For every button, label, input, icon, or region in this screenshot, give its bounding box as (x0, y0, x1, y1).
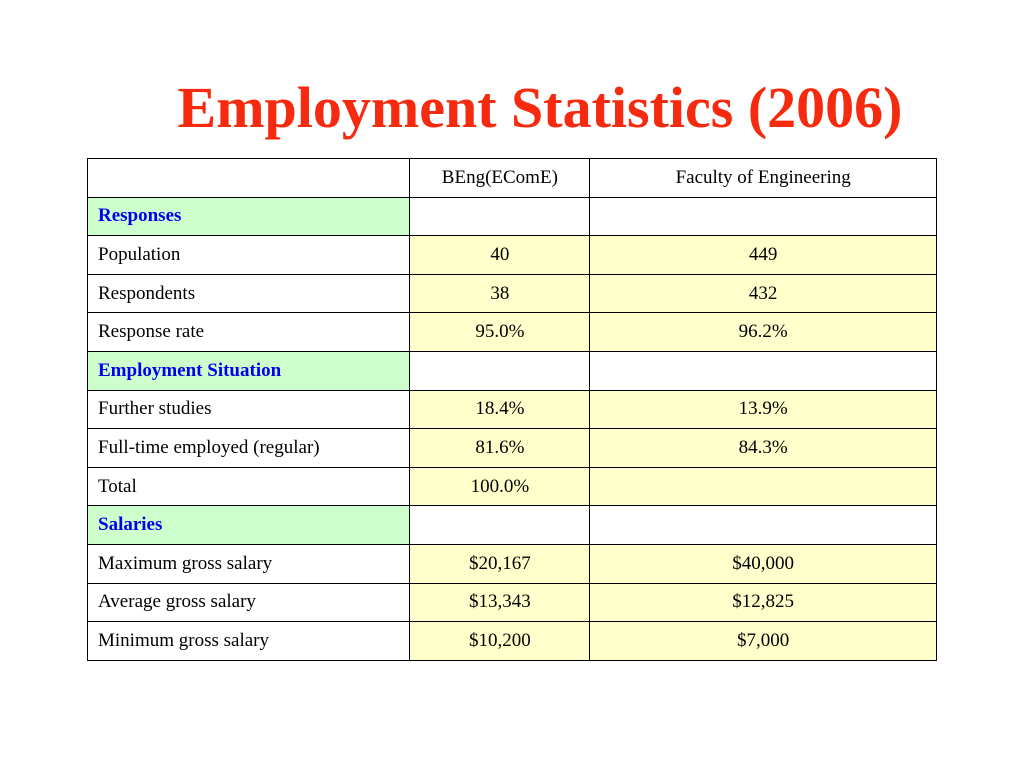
row-label: Further studies (88, 390, 410, 429)
row-label: Average gross salary (88, 583, 410, 622)
beng-ecome-value: $10,200 (410, 622, 590, 661)
row-label: Response rate (88, 313, 410, 352)
beng-ecome-value (410, 506, 590, 545)
beng-ecome-value: 40 (410, 236, 590, 275)
section-label: Employment Situation (88, 351, 410, 390)
beng-ecome-value (410, 351, 590, 390)
table-row (88, 429, 937, 468)
section-label: Salaries (88, 506, 410, 545)
section-label: Responses (88, 197, 410, 236)
row-label: Population (88, 236, 410, 275)
table-row (88, 274, 937, 313)
faculty-engineering-value: 84.3% (590, 429, 937, 468)
header-cell-faculty-engineering: Faculty of Engineering (590, 159, 937, 198)
faculty-engineering-value (590, 351, 937, 390)
section-row (88, 351, 937, 390)
row-label: Respondents (88, 274, 410, 313)
row-label: Full-time employed (regular) (88, 429, 410, 468)
table-row (88, 313, 937, 352)
faculty-engineering-value: $40,000 (590, 544, 937, 583)
table-row (88, 583, 937, 622)
faculty-engineering-value (590, 467, 937, 506)
table-row (88, 544, 937, 583)
faculty-engineering-value: 96.2% (590, 313, 937, 352)
beng-ecome-value: 38 (410, 274, 590, 313)
table-row (88, 236, 937, 275)
row-label: Minimum gross salary (88, 622, 410, 661)
table-header-row (88, 159, 937, 198)
faculty-engineering-value: 432 (590, 274, 937, 313)
section-row (88, 197, 937, 236)
beng-ecome-value: 95.0% (410, 313, 590, 352)
table-row (88, 390, 937, 429)
beng-ecome-value (410, 197, 590, 236)
beng-ecome-value: 100.0% (410, 467, 590, 506)
faculty-engineering-value: 13.9% (590, 390, 937, 429)
beng-ecome-value: $13,343 (410, 583, 590, 622)
header-cell-beng-ecome: BEng(EComE) (410, 159, 590, 198)
employment-stats-table (87, 158, 937, 661)
faculty-engineering-value (590, 506, 937, 545)
beng-ecome-value: $20,167 (410, 544, 590, 583)
row-label: Total (88, 467, 410, 506)
row-label: Maximum gross salary (88, 544, 410, 583)
faculty-engineering-value (590, 197, 937, 236)
beng-ecome-value: 81.6% (410, 429, 590, 468)
faculty-engineering-value: $7,000 (590, 622, 937, 661)
table-row (88, 622, 937, 661)
section-row (88, 506, 937, 545)
table-row (88, 467, 937, 506)
page-title: Employment Statistics (2006) (177, 75, 903, 140)
header-cell-empty (88, 159, 410, 198)
beng-ecome-value: 18.4% (410, 390, 590, 429)
faculty-engineering-value: $12,825 (590, 583, 937, 622)
faculty-engineering-value: 449 (590, 236, 937, 275)
